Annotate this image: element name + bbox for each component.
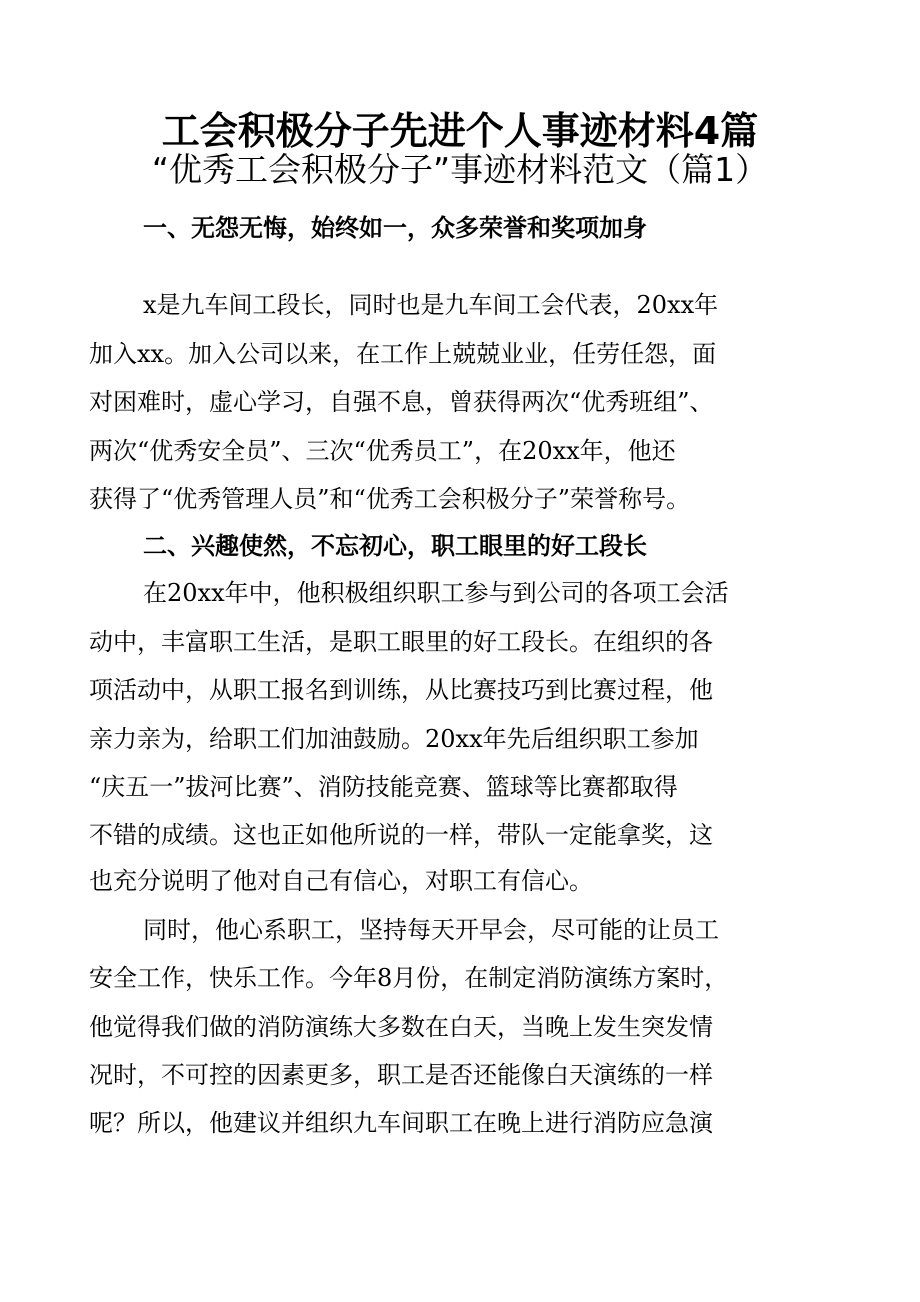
paragraph-line: 安全工作，快乐工作。今年8月份，在制定消防演练方案时， [89,964,729,992]
paragraph-line: 况时，不可控的因素更多，职工是否还能像白天演练的一样 [89,1061,713,1089]
paragraph-line: 呢？所以，他建议并组织九车间职工在晚上进行消防应急演 [89,1109,713,1137]
paragraph-line: 在20xx年中，他积极组织职工参与到公司的各项工会活 [143,579,729,607]
document-subtitle: “优秀工会积极分子”事迹材料范文（篇1） [151,150,769,189]
section-1-heading: 一、无怨无悔，始终如一，众多荣誉和奖项加身 [143,214,647,242]
paragraph-line: 他觉得我们做的消防演练大多数在白天，当晚上发生突发情 [89,1013,713,1041]
section-2-heading: 二、兴趣使然，不忘初心，职工眼里的好工段长 [143,532,647,560]
paragraph-line: 亲力亲为，给职工们加油鼓励。20xx年先后组织职工参加 [89,725,699,753]
paragraph-line: 两次“优秀安全员”、三次“优秀员工”，在20xx年，他还 [89,437,676,465]
document-title: 工会积极分子先进个人事迹材料4篇 [161,109,759,153]
paragraph-line: 也充分说明了他对自己有信心，对职工有信心。 [89,867,593,895]
paragraph-line: “庆五一”拔河比赛”、消防技能竞赛、篮球等比赛都取得 [89,773,678,801]
paragraph-line: x是九车间工段长，同时也是九车间工会代表，20xx年 [143,291,719,319]
paragraph-line: 动中，丰富职工生活，是职工眼里的好工段长。在组织的各 [89,628,713,656]
paragraph-line: 同时，他心系职工，坚持每天开早会，尽可能的让员工 [143,916,719,944]
paragraph-line: 加入xx。加入公司以来，在工作上兢兢业业，任劳任怨，面 [89,340,717,368]
paragraph-line: 获得了“优秀管理人员”和“优秀工会积极分子”荣誉称号。 [89,485,691,513]
paragraph-line: 不错的成绩。这也正如他所说的一样，带队一定能拿奖，这 [89,821,713,849]
paragraph-line: 项活动中，从职工报名到训练，从比赛技巧到比赛过程，他 [89,676,713,704]
paragraph-line: 对困难时，虚心学习，自强不息，曾获得两次“优秀班组”、 [89,388,714,416]
